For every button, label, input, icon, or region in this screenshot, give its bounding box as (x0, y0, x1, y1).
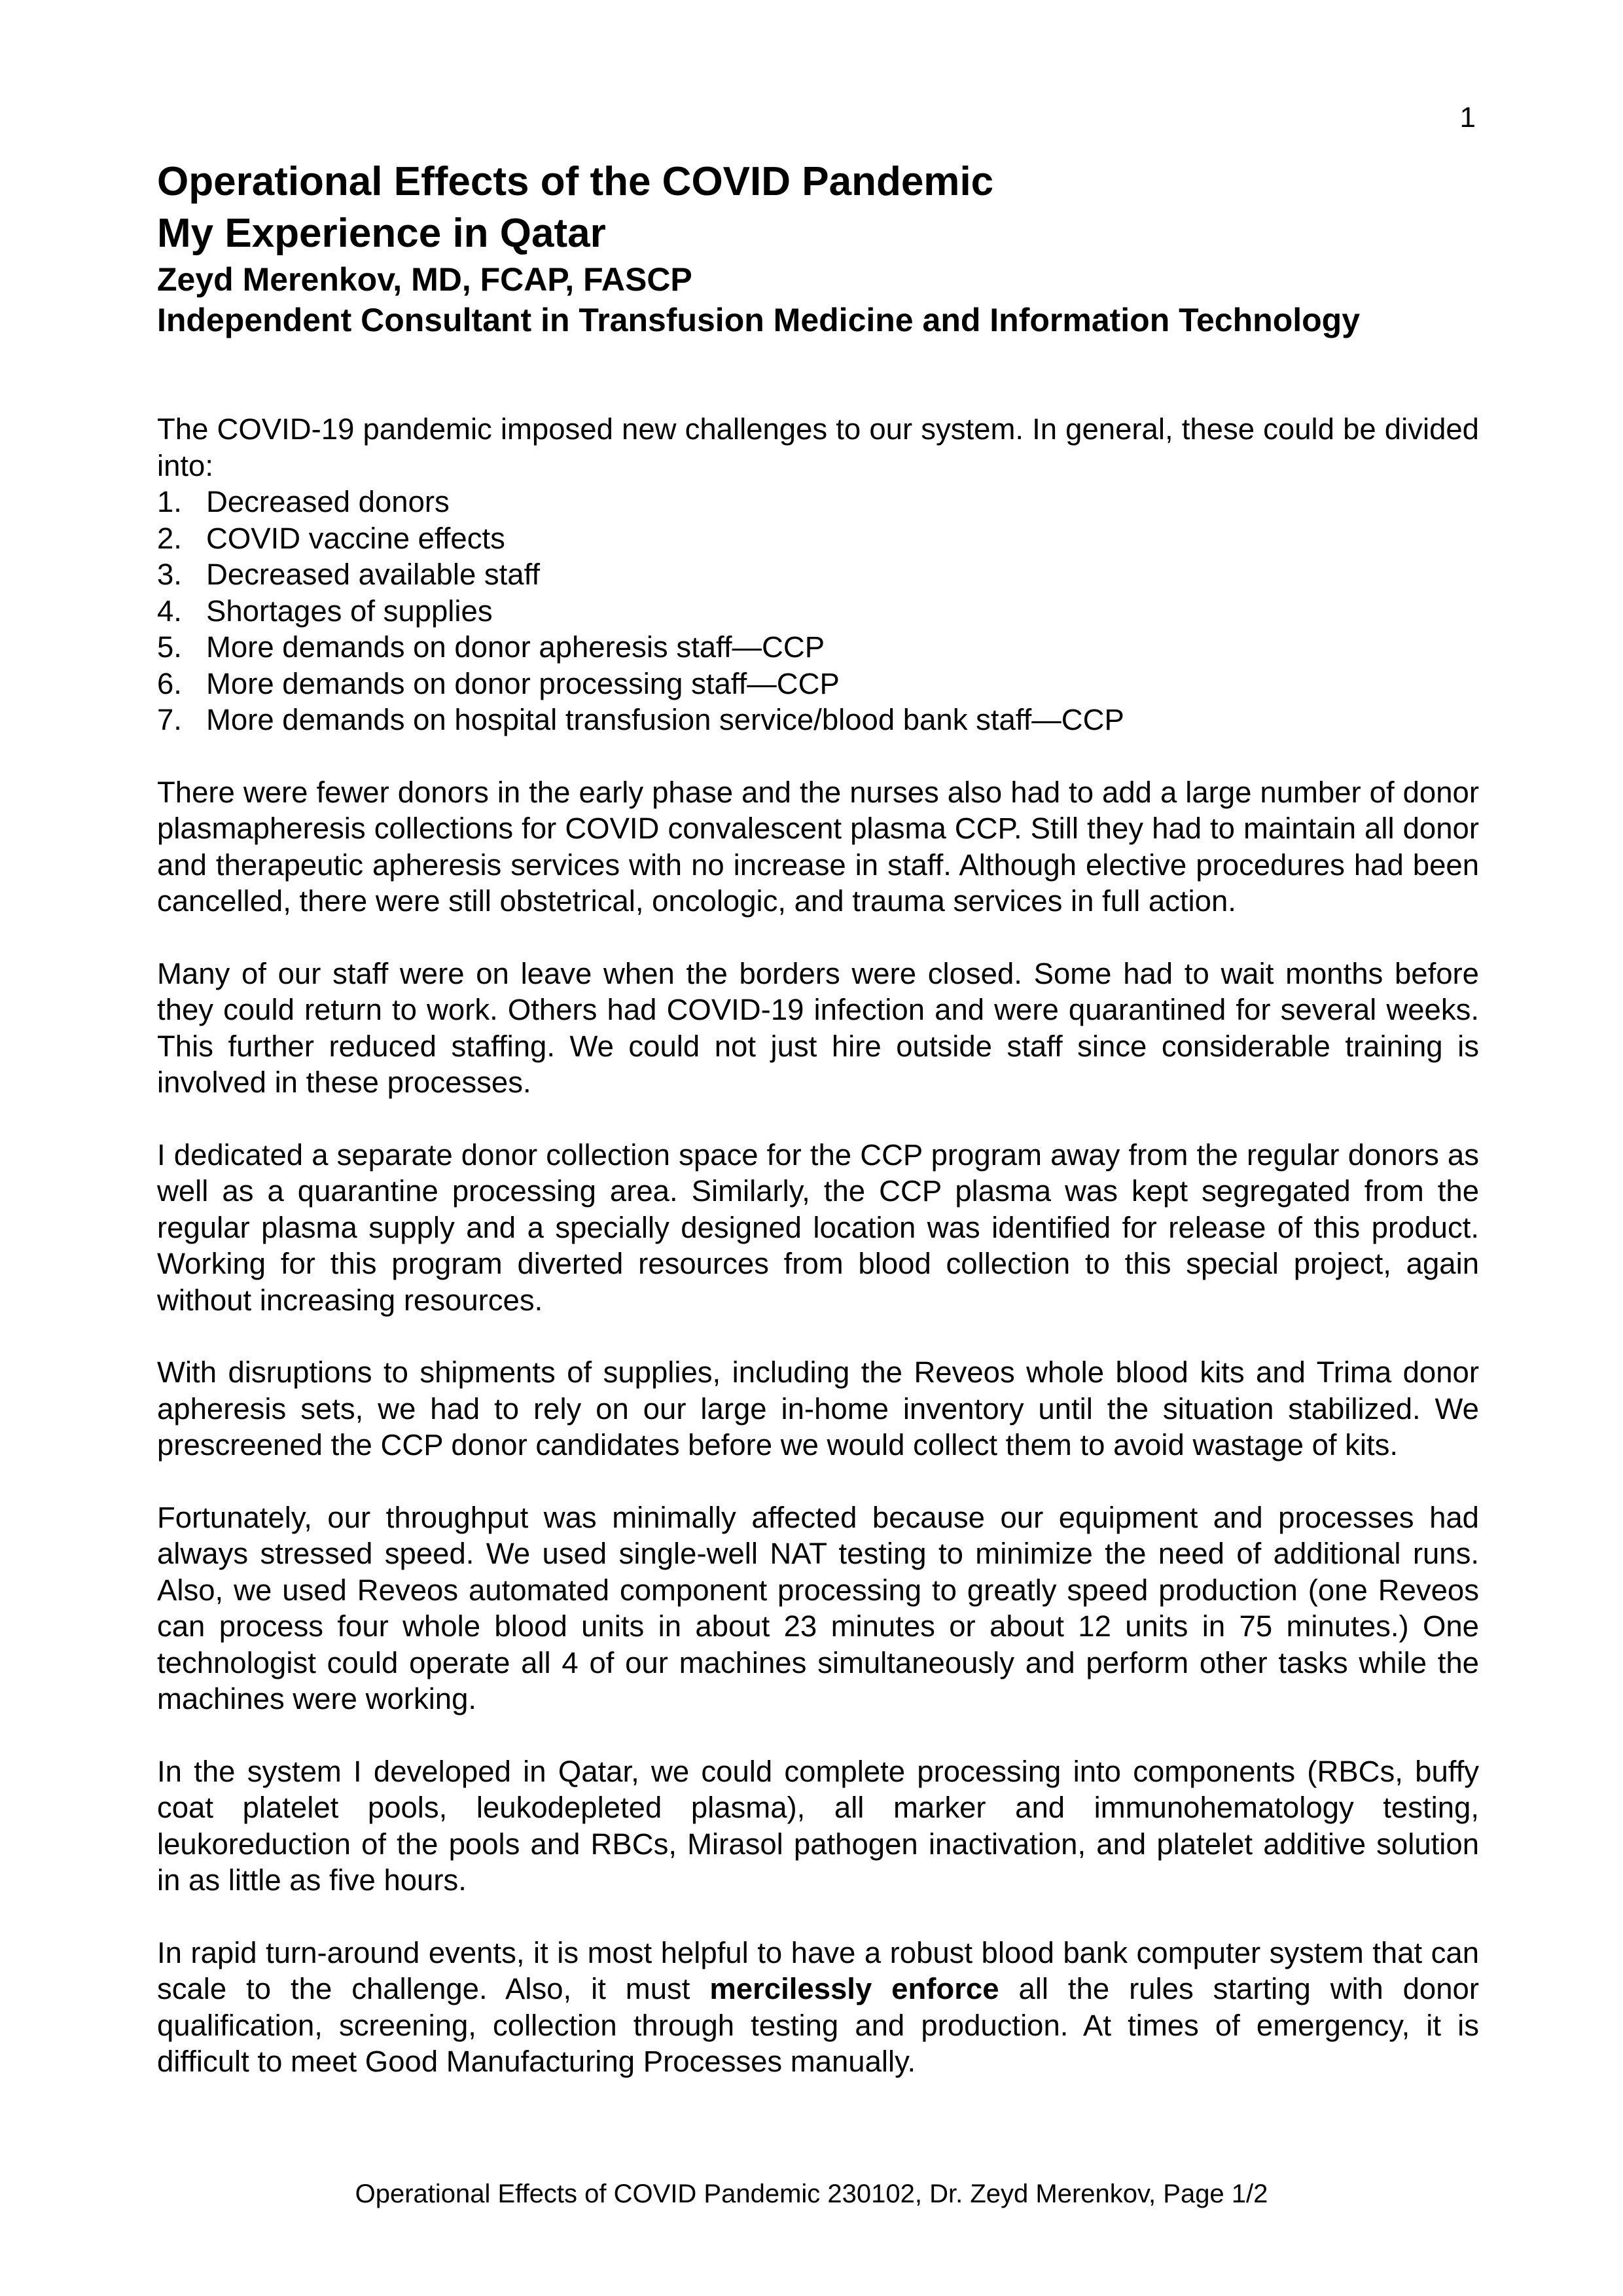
page-footer: Operational Effects of COVID Pandemic 230102, Dr. Zeyd Merenkov, Page 1/2 (355, 2179, 1268, 2208)
list-text: More demands on donor apheresis staff—CCP (206, 630, 825, 664)
list-text: Decreased available staff (206, 558, 541, 591)
list-item (157, 593, 1479, 630)
list-item (157, 629, 1479, 666)
author-name: Zeyd Merenkov, MD, FCAP, FASCP (157, 261, 692, 298)
paragraph-computer-system (157, 1935, 1479, 2080)
list-number: 1. (157, 485, 182, 518)
list-item (157, 520, 1479, 557)
paragraph-throughput: Fortunately, our throughput was minimally affected because our equipment and processes had always stressed speed. We used single-well NAT testing to minimize the need of additional runs. Also, we used Reveos automated component processing to greatly speed production (one Reveos can process four whole blood units in about 23 minutes or about 12 units in 75 minutes.) One technologist could operate all 4 of our machines simultaneously and perform other tasks while the machines were working. (157, 1500, 1479, 1715)
list-text: More demands on donor processing staff—CCP (206, 666, 840, 700)
paragraph-text-after: all the rules starting with donor qualification, screening, collection through testing and production. At times of emergency, it is difficult to meet Good Manufacturing Processes manually. (157, 1972, 1479, 2078)
list-item (157, 666, 1479, 702)
list-item (157, 484, 1479, 520)
intro-paragraph: The COVID-19 pandemic imposed new challenges to our system. In general, these could be divided into: (157, 412, 1479, 482)
document-body (157, 411, 1479, 2116)
document-header (157, 156, 1479, 340)
paragraph-ccp-program: I dedicated a separate donor collection space for the CCP program away from the regular donors as well as a quarantine processing area. Similarly, the CCP plasma was kept segregated from the regular plasma supply and a specially designed location was identified for release of this product. Working for this program diverted resources from blood collection to this special project, again without increasing resources. (157, 1138, 1479, 1317)
paragraph-supplies: With disruptions to shipments of supplies, including the Reveos whole blood kits and Trima donor apheresis sets, we had to rely on our large in-home inventory until the situation stabilized. We prescreened the CCP donor candidates before we would collect them to avoid wastage of kits. (157, 1355, 1479, 1462)
list-text: COVID vaccine effects (206, 521, 505, 555)
list-number: 5. (157, 630, 182, 664)
title-line-2: My Experience in Qatar (157, 211, 606, 256)
paragraph-donors: There were fewer donors in the early phase and the nurses also had to add a large number of donor plasmapheresis collections for COVID convalescent plasma CCP. Still they had to maintain all donor and therapeutic apheresis services with no increase in staff. Although elective procedures had been cancelled, there were still obstetrical, oncologic, and trauma services in full action. (157, 775, 1479, 918)
paragraph-staff: Many of our staff were on leave when the borders were closed. Some had to wait months before they could return to work. Others had COVID-19 infection and were quarantined for several weeks. This further reduced staffing. We could not just hire outside staff since considerable training is involved in these processes. (157, 956, 1479, 1099)
list-item (157, 556, 1479, 593)
list-number: 3. (157, 558, 182, 591)
list-text: Decreased donors (206, 485, 450, 518)
list-number: 7. (157, 703, 182, 736)
author-affiliation: Independent Consultant in Transfusion Medicine and Information Technology (157, 302, 1361, 338)
list-number: 4. (157, 594, 182, 628)
title-line-1: Operational Effects of the COVID Pandemic (157, 159, 994, 204)
paragraph-processing: In the system I developed in Qatar, we could complete processing into components (RBCs, buffy coat platelet pools, leukodepleted plasma), all marker and immunohematology testing, leukoreduction of the pools and RBCs, Mirasol pathogen inactivation, and platelet additive solution in as little as five hours. (157, 1754, 1479, 1897)
list-text: More demands on hospital transfusion service/blood bank staff—CCP (206, 703, 1124, 736)
page-number: 1 (1459, 101, 1476, 134)
list-text: Shortages of supplies (206, 594, 493, 628)
list-item (157, 702, 1479, 738)
emphasis-text: mercilessly enforce (709, 1972, 999, 2005)
list-number: 2. (157, 521, 182, 555)
challenges-list (157, 484, 1479, 738)
paragraph-text-before: In rapid turn-around events, it is most helpful to have a robust blood bank computer system that can scale to the challenge. Also, it must (157, 1935, 1479, 2005)
list-number: 6. (157, 666, 182, 700)
